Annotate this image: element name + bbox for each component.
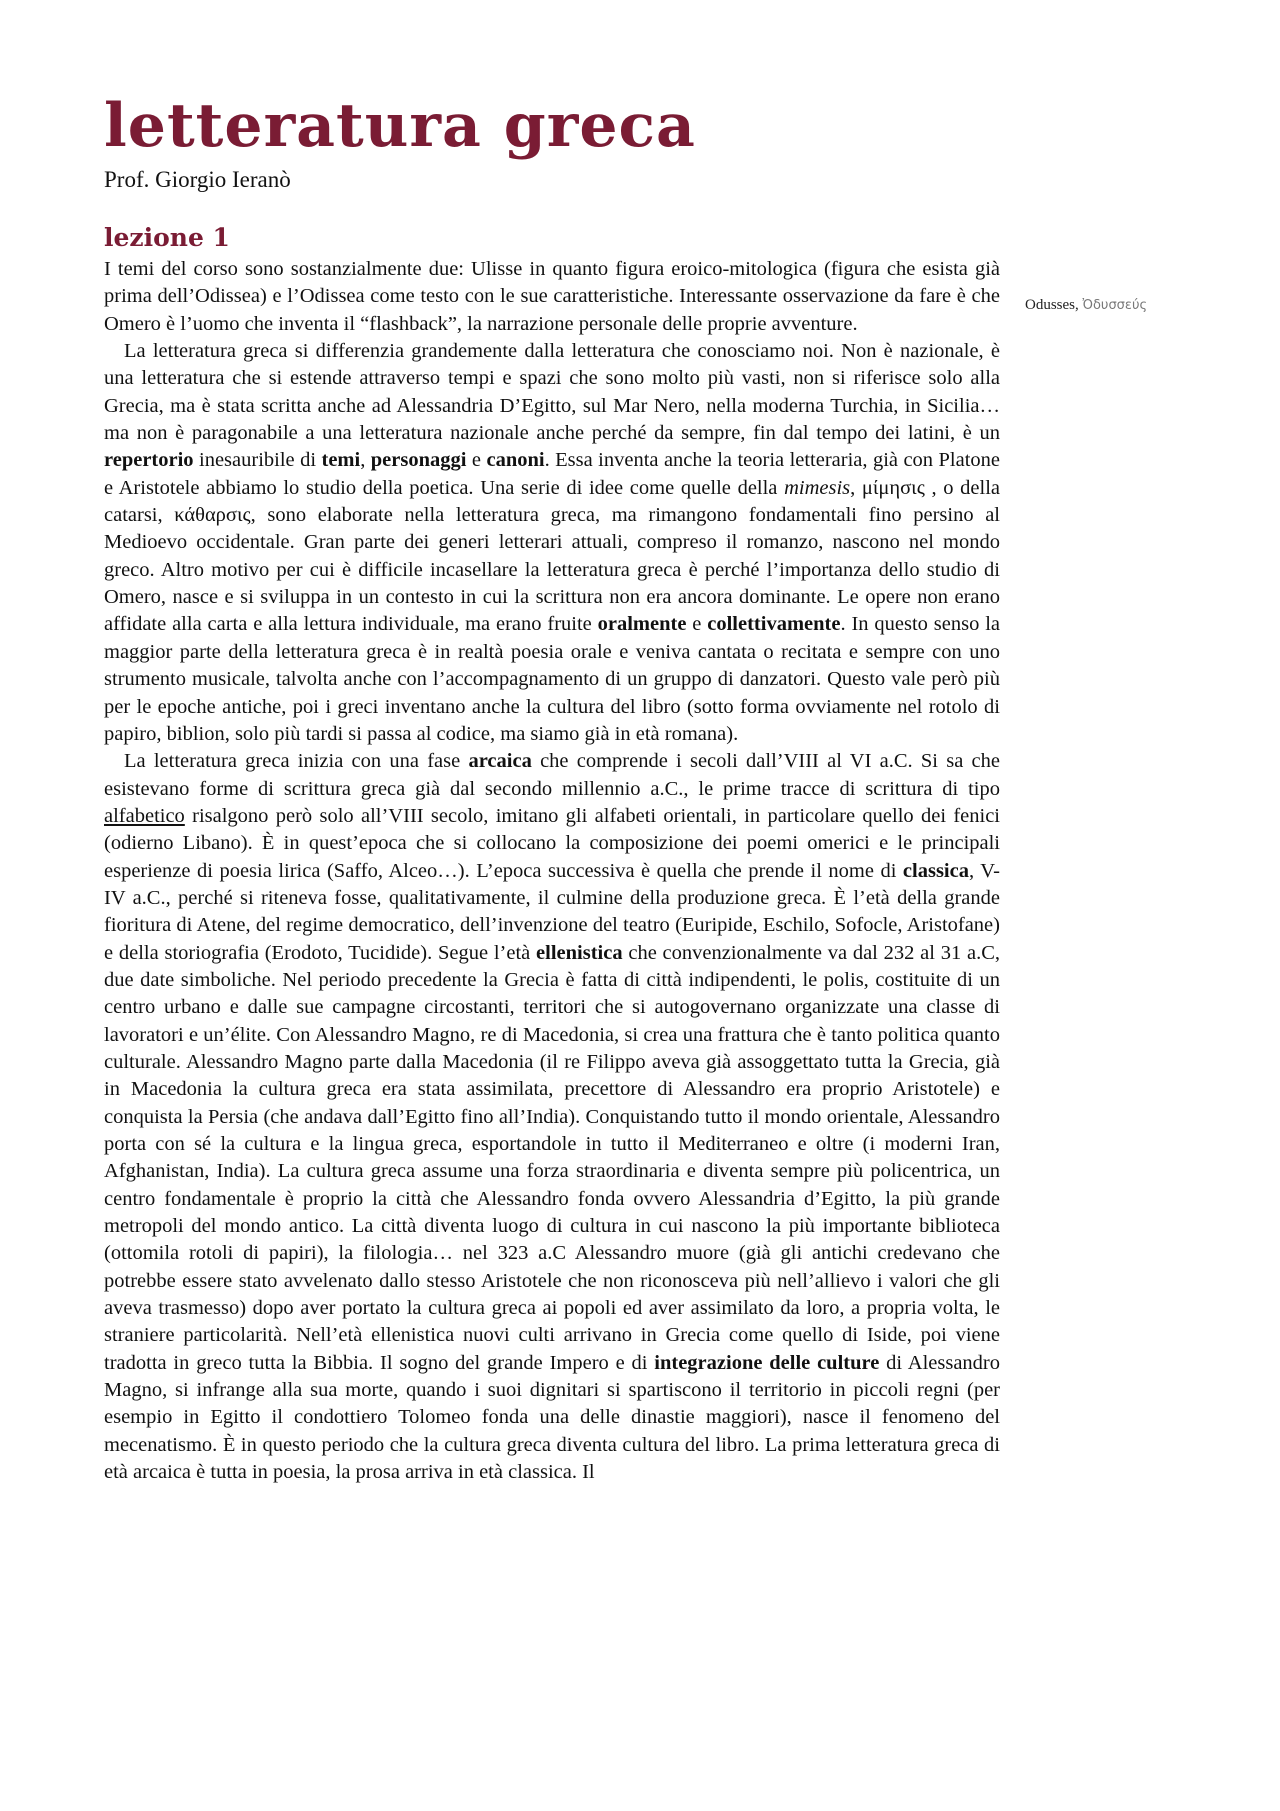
- text-run: e: [686, 613, 708, 636]
- text-run: La letteratura greca inizia con una fase: [124, 750, 469, 773]
- document-title: letteratura greca: [104, 91, 696, 161]
- text-run: risalgono però solo all’VIII secolo, imitano gli alfabeti orientali, in particolare quello dei fenici (odierno Libano). È in quest’epoca che si collocano la composizione dei poemi omerici e le principali esperienze di poesia lirica (Saffo, Alceo…). L’epoca successiva è quella che prende il nome di: [104, 804, 1000, 882]
- text-run: inesauribile di: [193, 449, 322, 472]
- paragraph: [104, 256, 1000, 338]
- bold-term: classica: [902, 859, 969, 882]
- margin-note-greek: Ὀδυσσεύς: [1082, 298, 1148, 313]
- text-run: ,: [360, 449, 371, 472]
- italic-term: mimesis: [784, 476, 851, 499]
- text-run: I temi del corso sono sostanzialmente due: Ulisse in quanto figura eroico-mitologica (figura che esista già prima dell’Odissea) e l’Odissea come testo con le sue caratteristiche. Interessante osservazione da fare è che Omero è l’uomo che inventa il “flashback”, la narrazione personale delle proprie avventure.: [104, 258, 1000, 335]
- text-run: che comprende i secoli dall’VIII al VI a.C. Si sa che esistevano forme di scrittura greca già dal secondo millennio a.C., le prime tracce di scrittura di tipo: [104, 750, 1000, 800]
- lesson-heading: lezione 1: [104, 223, 230, 252]
- margin-note: [1025, 297, 1147, 314]
- margin-note-latin: Odusses,: [1025, 297, 1079, 313]
- bold-term: collettivamente: [707, 613, 841, 636]
- text-run: , V- IV a.C., perché si riteneva fosse, qualitativamente, il culmine della produzione greca. È l’età della grande fioritura di Atene, del regime democratico, dell’invenzione del teatro (Euripide, Eschilo, Sofocle, Aristofane) e della storiografia (Erodoto, Tucidide). Segue l’età: [104, 859, 1000, 964]
- bold-term: arcaica: [468, 750, 532, 773]
- paragraph: [104, 748, 1000, 1486]
- text-run: La letteratura greca si differenzia grandemente dalla letteratura che conosciamo noi. Non è nazionale, è una letteratura che si estende attraverso tempi e spazi che sono molto più vasti, non si riferisce solo alla Grecia, ma è stata scritta anche ad Alessandria D’Egitto, sul Mar Nero, nella moderna Turchia, in Sicilia… ma non è paragonabile a una letteratura nazionale anche perché da sempre, fin dal tempo dei latini, è un: [104, 340, 1000, 445]
- underlined-term: alfabetico: [104, 804, 185, 827]
- text-run: che convenzionalmente va dal 232 al 31 a.C, due date simboliche. Nel periodo precedente la Grecia è fatta di città indipendenti, le polis, costituite di un centro urbano e dalle sue campagne circostanti, territori che si autogovernano organizzate una classe di lavoratori e un’élite. Con Alessandro Magno, re di Macedonia, si crea una frattura che è tanto politica quanto culturale. Alessandro Magno parte dalla Macedonia (il re Filippo aveva già assoggettato tutta la Grecia, già in Macedonia la cultura greca era stata assimilata, precettore di Alessandro era proprio Aristotele) e conquista la Persia (che andava dall’Egitto fino all’India). Conquistando tutto il mondo orientale, Alessandro porta con sé la cultura e la lingua greca, esportandole in tutto il Mediterraneo e oltre (i moderni Iran, Afghanistan, India). La cultura greca assume una forza straordinaria e diventa sempre più policentrica, un centro fondamentale è proprio la città che Alessandro fonda ovvero Alessandria d’Egitto, la più grande metropoli del mondo antico. La città diventa luogo di cultura in cui nascono la più importante biblioteca (ottomila rotoli di papiri), la filologia… nel 323 a.C Alessandro muore (già gli antichi credevano che potrebbe essere stato avvelenato dallo stesso Aristotele che non riconosceva più nell’allievo i valori che gli aveva trasmesso) dopo aver portato la cultura greca ai popoli ed aver assimilato da loro, a propria volta, le straniere particolarità. Nell’età ellenistica nuovi culti arrivano in Grecia come quello di Iside, poi viene tradotta in greco tutta la Bibbia. Il sogno del grande Impero e di: [104, 941, 1000, 1374]
- paragraph: [104, 338, 1000, 748]
- bold-term: integrazione delle culture: [654, 1351, 880, 1374]
- text-run: . In questo senso la maggior parte della letteratura greca è in realtà poesia orale e veniva cantata o recitata e sempre con uno strumento musicale, talvolta anche con l’accompagnamento di un gruppo di danzatori. Questo vale però più per le epoche antiche, poi i greci inventano anche la cultura del libro (sotto forma ovviamente nel rotolo di papiro, biblion, solo più tardi si passa al codice, ma siamo già in età romana).: [104, 613, 1000, 745]
- bold-term: repertorio: [104, 449, 194, 472]
- text-run: . Essa inventa anche la teoria letteraria, già con Platone e Aristotele abbiamo lo studio della poetica. Una serie di idee come quelle della: [104, 449, 1000, 499]
- text-run: , μίμησις , o della catarsi, κάθαρσις, sono elaborate nella letteratura greca, ma rimangono fondamentali fino persino al Medioevo occidentale. Gran parte dei generi letterari attuali, compreso il romanzo, nascono nel mondo greco. Altro motivo per cui è difficile incasellare la letteratura greca è perché l’importanza dello studio di Omero, nasce e si sviluppa in un contesto in cui la scrittura non era ancora dominante. Le opere non erano affidate alla carta e alla lettura individuale, ma erano fruite: [104, 476, 1000, 636]
- bold-term: temi: [321, 449, 361, 472]
- body-text: [104, 256, 1000, 1486]
- bold-term: ellenistica: [536, 941, 623, 964]
- bold-term: oralmente: [597, 613, 687, 636]
- text-run: e: [466, 449, 487, 472]
- author-name: Prof. Giorgio Ieranò: [104, 167, 291, 192]
- text-run: di Alessandro Magno, si infrange alla sua morte, quando i suoi dignitari si spartiscono il territorio in piccoli regni (per esempio in Egitto il condottiero Tolomeo fonda una delle dinastie maggiori), nasce il fenomeno del mecenatismo. È in questo periodo che la cultura greca diventa cultura del libro. La prima letteratura greca di età arcaica è tutta in poesia, la prosa arriva in età classica. Il: [104, 1351, 1001, 1484]
- bold-term: personaggi: [370, 449, 467, 472]
- bold-term: canoni: [486, 449, 545, 472]
